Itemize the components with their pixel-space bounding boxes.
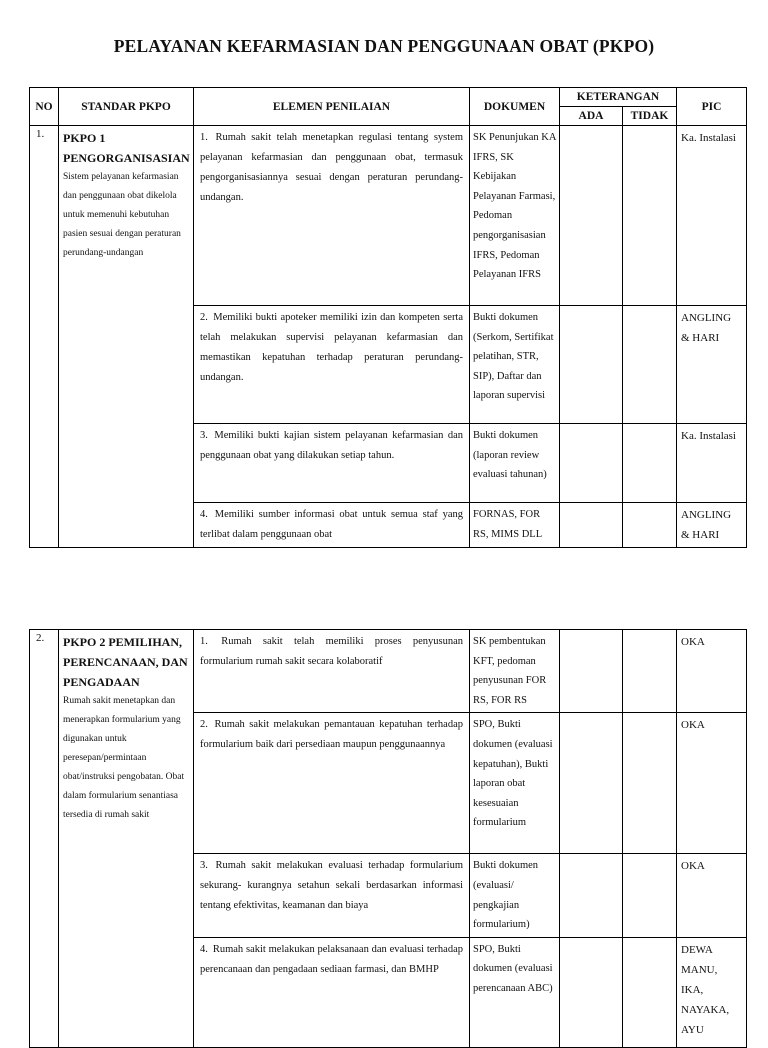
ada-cell bbox=[560, 713, 623, 854]
elemen-cell bbox=[194, 937, 470, 1047]
dokumen-cell: FORNAS, FOR RS, MIMS DLL bbox=[470, 503, 560, 548]
pic-cell: DEWA MANU, IKA, NAYAKA, AYU bbox=[677, 937, 747, 1047]
header-standar: STANDAR PKPO bbox=[59, 88, 194, 126]
elemen-number: 4. bbox=[200, 943, 208, 955]
elemen-number: 1. bbox=[200, 636, 208, 647]
elemen-cell bbox=[194, 630, 470, 713]
header-ada: ADA bbox=[560, 107, 623, 126]
tidak-cell bbox=[623, 630, 677, 713]
standar-description: Rumah sakit menetapkan dan menerapkan formularium yang digunakan untuk peresepan/permintaan obat/instruksi pengobatan. Obat dalam formularium senantiasa tersedia di rumah sakit bbox=[63, 696, 185, 820]
tidak-cell bbox=[623, 126, 677, 306]
dokumen-cell: SPO, Bukti dokumen (evaluasi perencanaan ABC) bbox=[470, 937, 560, 1047]
header-pic: PIC bbox=[677, 88, 747, 126]
dokumen-cell: Bukti dokumen (evaluasi/ pengkajian formularium) bbox=[470, 854, 560, 937]
section-number: 2. bbox=[30, 630, 59, 1048]
standar-title: PKPO 2 PEMILIHAN, PERENCANAAN, DAN PENGADAAN bbox=[63, 635, 188, 689]
ada-cell bbox=[560, 854, 623, 937]
elemen-cell bbox=[194, 126, 470, 306]
elemen-text: Memiliki bukti apoteker memiliki izin dan kompeten serta telah melakukan supervisi pelayanan kefarmasian dan memastikan kepatuhan terhadap peraturan perundang-undangan. bbox=[200, 312, 464, 383]
elemen-number: 2. bbox=[200, 719, 208, 731]
elemen-cell bbox=[194, 424, 470, 503]
standar-description: Sistem pelayanan kefarmasian dan penggunaan obat dikelola untuk memenuhi kebutuhan pasien sesuai dengan peraturan perundang-undangan bbox=[63, 172, 181, 258]
header-tidak: TIDAK bbox=[623, 107, 677, 126]
tidak-cell bbox=[623, 713, 677, 854]
elemen-cell bbox=[194, 713, 470, 854]
tidak-cell bbox=[623, 503, 677, 548]
elemen-number: 2. bbox=[200, 312, 208, 323]
elemen-text: Memiliki bukti kajian sistem pelayanan kefarmasian dan penggunaan obat yang dilakukan setiap tahun. bbox=[200, 430, 463, 461]
dokumen-cell: Bukti dokumen (Serkom, Sertifikat pelatihan, STR, SIP), Daftar dan laporan supervisi bbox=[470, 306, 560, 424]
elemen-text: Rumah sakit melakukan pelaksanaan dan evaluasi terhadap perencanaan dan pengadaan sediaan farmasi, dan BMHP bbox=[200, 943, 463, 975]
dokumen-cell: SPO, Bukti dokumen (evaluasi kepatuhan), Bukti laporan obat kesesuaian formularium bbox=[470, 713, 560, 854]
ada-cell bbox=[560, 937, 623, 1047]
page-title: PELAYANAN KEFARMASIAN DAN PENGGUNAAN OBAT (PKPO) bbox=[113, 36, 655, 56]
ada-cell bbox=[560, 126, 623, 306]
tidak-cell bbox=[623, 937, 677, 1047]
header-dokumen: DOKUMEN bbox=[470, 88, 560, 126]
elemen-text: Rumah sakit melakukan pemantauan kepatuhan terhadap formularium baik dari persediaan maupun penggunaannya bbox=[200, 719, 464, 751]
pic-cell: OKA bbox=[677, 713, 747, 854]
elemen-text: Rumah sakit telah menetapkan regulasi tentang system pelayanan kefarmasian dan penggunaan obat, termasuk pengorganisasiannya sesuai dengan peraturan perundang-undangan. bbox=[200, 132, 463, 203]
dokumen-cell: Bukti dokumen (laporan review evaluasi tahunan) bbox=[470, 424, 560, 503]
standar-title: PKPO 1 PENGORGANISASIAN bbox=[63, 131, 190, 165]
pic-cell: OKA bbox=[677, 854, 747, 937]
pic-cell: Ka. Instalasi bbox=[677, 126, 747, 306]
elemen-text: Memiliki sumber informasi obat untuk semua staf yang terlibat dalam penggunaan obat bbox=[200, 509, 463, 540]
pic-cell: Ka. Instalasi bbox=[677, 424, 747, 503]
elemen-cell bbox=[194, 503, 470, 548]
section-number: 1. bbox=[30, 126, 59, 548]
elemen-number: 3. bbox=[200, 430, 208, 441]
pic-cell: ANGLING & HARI bbox=[677, 503, 747, 548]
ada-cell bbox=[560, 503, 623, 548]
header-keterangan: KETERANGAN bbox=[560, 88, 677, 107]
pic-cell: ANGLING & HARI bbox=[677, 306, 747, 424]
ada-cell bbox=[560, 306, 623, 424]
standar-cell bbox=[59, 126, 194, 548]
tidak-cell bbox=[623, 424, 677, 503]
header-elemen: ELEMEN PENILAIAN bbox=[194, 88, 470, 126]
header-no: NO bbox=[30, 88, 59, 126]
pkpo-table-1 bbox=[29, 87, 747, 548]
elemen-number: 4. bbox=[200, 509, 208, 520]
dokumen-cell: SK Penunjukan KA IFRS, SK Kebijakan Pelayanan Farmasi, Pedoman pengorganisasian IFRS, Pedoman Pelayanan IFRS bbox=[470, 126, 560, 306]
pic-cell: OKA bbox=[677, 630, 747, 713]
tidak-cell bbox=[623, 306, 677, 424]
ada-cell bbox=[560, 630, 623, 713]
dokumen-cell: SK pembentukan KFT, pedoman penyusunan FOR RS, FOR RS bbox=[470, 630, 560, 713]
elemen-number: 1. bbox=[200, 132, 208, 143]
standar-cell bbox=[59, 630, 194, 1048]
elemen-text: Rumah sakit melakukan evaluasi terhadap formularium sekurang- kurangnya setahun sekali berdasarkan informasi tentang efektivitas, keamanan dan biaya bbox=[200, 860, 464, 912]
elemen-cell bbox=[194, 306, 470, 424]
ada-cell bbox=[560, 424, 623, 503]
elemen-cell bbox=[194, 854, 470, 937]
elemen-text: Rumah sakit telah memiliki proses penyusunan formularium rumah sakit secara kolaboratif bbox=[200, 636, 464, 667]
pkpo-table-2 bbox=[29, 629, 747, 1048]
tidak-cell bbox=[623, 854, 677, 937]
elemen-number: 3. bbox=[200, 860, 208, 872]
